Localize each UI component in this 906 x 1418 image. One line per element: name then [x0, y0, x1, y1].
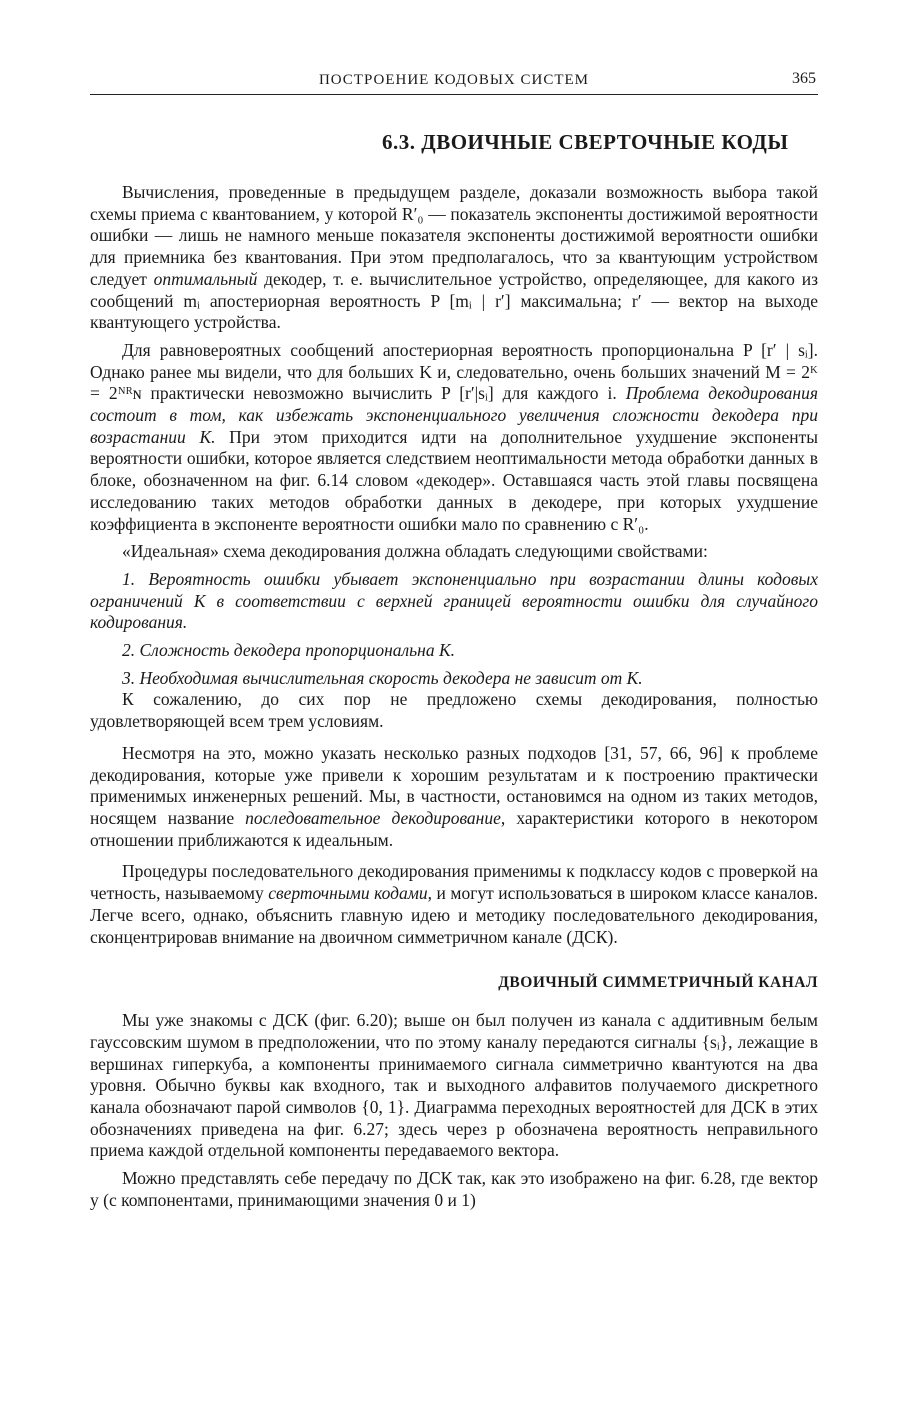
paragraph-2	[90, 340, 818, 535]
p2-text-c: При этом приходится идти на дополнительное ухудшение экспоненты вероятности ошибки, которое является следствием неоптимальности метода обработки данных в блоке, обозначенном на фиг. 6.14 словом «декодер». Оставшаяся часть этой главы посвящена исследованию таких методов обработки данных в декодере, при которых ухудшение коэффициента в экспоненте вероятности ошибки мало по сравнению с R′₀.	[90, 426, 819, 534]
p6-text-a: Процедуры последовательного декодирования применимы к подклассу кодов с проверкой на четность, называемому	[90, 861, 818, 904]
paragraph-1	[90, 182, 818, 334]
p2-emphasis: Проблема декодирования состоит в том, как избежать экспоненциального увеличения сложности декодера при возрастании K.	[90, 383, 819, 447]
body-text	[90, 182, 818, 1212]
paragraph-4: К сожалению, до сих пор не предложено схемы декодирования, полностью удовлетворяющей всем трем условиям.	[90, 689, 818, 732]
running-head	[90, 64, 818, 95]
p5-text-c: , характеристики которого в некотором отношении приближаются к идеальным.	[90, 807, 818, 850]
list-item-1	[90, 569, 818, 634]
list-item-3	[90, 668, 818, 690]
list-item-3-text: 3. Необходимая вычислительная скорость декодера не зависит от K.	[122, 667, 643, 688]
list-item-2-text: 2. Сложность декодера пропорциональна K.	[122, 640, 455, 661]
p5-emphasis: последовательное декодирование	[245, 807, 501, 828]
p6-emphasis: сверточными кодами	[268, 883, 428, 904]
section-title: 6.3. ДВОИЧНЫЕ СВЕРТОЧНЫЕ КОДЫ	[382, 130, 789, 154]
p1-text-c: декодер, т. е. вычислительное устройство, определяющее, для какого из сообщений mᵢ апостериорная вероятность P [mᵢ | r′] максимальна; r′ — вектор на выходе квантующего устройства.	[90, 268, 818, 333]
page-number: 365	[792, 70, 816, 87]
p2-text-a: Для равновероятных сообщений апостериорная вероятность пропорциональна P [r′ | sᵢ]. Однако ранее мы видели, что для больших K и, следовательно, очень больших значений M = 2ᴷ = 2ᴺᴿɴ практически невозможно вычислить P [r′|sᵢ] для каждого i.	[90, 339, 818, 404]
paragraph-6	[90, 861, 818, 948]
p1-emphasis: оптимальный	[153, 268, 258, 289]
list-item-1-text: 1. Вероятность ошибки убывает экспоненциально при возрастании длины кодовых ограничений K в соответствии с верхней границей вероятности ошибки для случайного кодирования.	[90, 568, 818, 633]
p6-text-c: , и могут использоваться в широком классе каналов. Легче всего, однако, объяснить главную идею и методику последовательного декодирования, сконцентрировав внимание на двоичном симметричном канале (ДСК).	[90, 883, 818, 947]
running-title: ПОСТРОЕНИЕ КОДОВЫХ СИСТЕМ	[318, 72, 590, 88]
paragraph-8: Можно представлять себе передачу по ДСК так, как это изображено на фиг. 6.28, где вектор y (с компонентами, принимающими значения 0 и 1)	[90, 1168, 818, 1210]
list-item-2	[90, 640, 818, 662]
subsection-title: ДВОИЧНЫЙ СИММЕТРИЧНЫЙ КАНАЛ	[498, 974, 818, 992]
p1-text-a: Вычисления, проведенные в предыдущем разделе, доказали возможность выбора такой схемы приема с квантованием, у которой R′₀ — показатель экспоненты достижимой вероятности ошибки — лишь не намного меньше показателя экспоненты достижимой вероятности ошибки для приемника без квантования. При этом предполагалось, что за квантующим устройством следует	[90, 182, 818, 289]
paragraph-3: «Идеальная» схема декодирования должна обладать следующими свойствами:	[122, 541, 708, 562]
paragraph-7: Мы уже знакомы с ДСК (фиг. 6.20); выше он был получен из канала с аддитивным белым гауссовским шумом в предположении, что по этому каналу передаются сигналы {sᵢ}, лежащие в вершинах гиперкуба, а компоненты принимаемого сигнала симметрично квантуются на два уровня. Обычно буквы как входного, так и выходного алфавитов получаемого дискретного канала обозначают парой символов {0, 1}. Диаграмма переходных вероятностей для ДСК в этих обозначениях приведена на фиг. 6.27; здесь через p обозначена вероятность неправильного приема каждой отдельной компоненты передаваемого вектора.	[90, 1010, 818, 1161]
p5-text-a: Несмотря на это, можно указать несколько разных подходов [31, 57, 66, 96] к проблеме декодирования, которые уже привели к хорошим результатам и к построению практически применимых инженерных решений. Мы, в частности, остановимся на одном из таких методов, носящем название	[90, 742, 818, 828]
paragraph-5	[90, 743, 818, 852]
